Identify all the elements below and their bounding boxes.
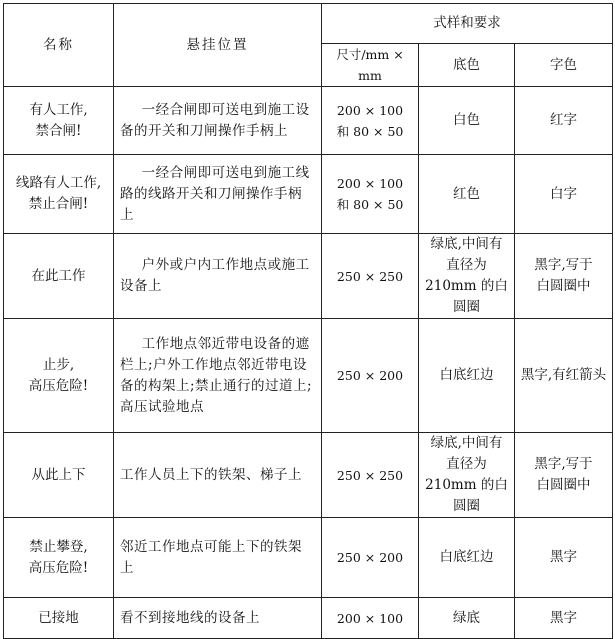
sign-size-line1: 250 × 200 (336, 550, 404, 565)
header-background: 底色 (419, 44, 515, 87)
sign-text-color-cell (515, 87, 613, 155)
safety-signs-table (3, 3, 613, 639)
sign-size-cell (322, 433, 419, 518)
sign-text-color-cell (515, 433, 613, 518)
sign-text-color-cell (515, 319, 613, 433)
hanging-position: 看不到接地线的设备上 (114, 598, 322, 639)
sign-name-cell (4, 234, 114, 319)
sign-name-line1: 从此上下 (31, 466, 86, 483)
table-row (4, 319, 613, 433)
sign-background: 白色 (419, 87, 515, 155)
sign-text-color-line1: 白字 (550, 185, 577, 202)
sign-size-line2: 和 80 × 50 (336, 123, 404, 139)
table-row (4, 518, 613, 598)
sign-size-line1: 200 × 100 (336, 176, 404, 191)
sign-name-cell (4, 598, 114, 639)
header-style-group: 式样和要求 (322, 4, 613, 44)
hanging-position: 户外或户内工作地点或施工设备上 (114, 234, 322, 319)
sign-text-color-line1: 黑字,写于 (534, 257, 593, 273)
header-position: 悬挂位置 (114, 4, 322, 87)
table-row (4, 155, 613, 234)
sign-background: 绿底,中间有直径为 210mm 的白圆圈 (419, 433, 515, 518)
sign-name-line1: 在此工作 (31, 267, 86, 284)
hanging-position: 一经合闸即可送电到施工设备的开关和刀闸操作手柄上 (114, 87, 322, 155)
hanging-position: 邻近工作地点可能上下的铁架上 (114, 518, 322, 598)
sign-text-color-cell (515, 518, 613, 598)
hanging-position: 工作地点邻近带电设备的遮栏上;户外工作地点邻近带电设备的构架上;禁止通行的过道上;高压试验地点 (114, 319, 322, 433)
sign-size-line1: 200 × 100 (336, 102, 404, 118)
header-name: 名称 (4, 4, 114, 87)
sign-name-line2: 禁止合闸! (28, 196, 89, 212)
sign-text-color-line2: 白圆圈中 (536, 477, 591, 493)
sign-text-color-line1: 黑字,写于 (534, 456, 593, 472)
sign-size-cell (322, 155, 419, 234)
sign-name-line1: 止步, (42, 356, 75, 373)
sign-background: 红色 (419, 155, 515, 234)
header-size: 尺寸/mm × mm (322, 44, 419, 87)
sign-text-color-cell (515, 155, 613, 234)
hanging-position: 工作人员上下的铁架、梯子上 (114, 433, 322, 518)
sign-name-cell (4, 433, 114, 518)
sign-name-cell (4, 87, 114, 155)
sign-background: 绿底,中间有直径为 210mm 的白圆圈 (419, 234, 515, 319)
sign-name-line1: 已接地 (38, 609, 79, 626)
sign-size-cell (322, 598, 419, 639)
sign-text-color-line2: 白圆圈中 (536, 278, 591, 294)
table-row (4, 234, 613, 319)
table-row (4, 598, 613, 639)
sign-text-color-line1: 红字 (550, 112, 577, 128)
sign-text-color-cell (515, 234, 613, 319)
sign-text-color-line1: 黑字,有红箭头 (520, 367, 607, 383)
sign-size-line1: 250 × 250 (336, 467, 404, 483)
header-text-color: 字色 (515, 44, 613, 87)
sign-size-line1: 250 × 200 (336, 368, 404, 383)
sign-name-line1: 有人工作, (29, 101, 88, 118)
sign-size-line2: 和 80 × 50 (336, 197, 404, 212)
sign-name-cell (4, 155, 114, 234)
table-row (4, 87, 613, 155)
sign-name-line2: 禁合闸! (35, 122, 82, 139)
sign-text-color-cell (515, 598, 613, 639)
sign-name-line2: 高压危险! (28, 559, 89, 576)
sign-name-cell (4, 319, 114, 433)
sign-name-line1: 禁止攀登, (29, 538, 88, 555)
sign-size-cell (322, 319, 419, 433)
sign-name-line2: 高压危险! (28, 377, 89, 394)
hanging-position: 一经合闸即可送电到施工线路的线路开关和刀闸操作手柄上 (114, 155, 322, 234)
sign-name-line1: 线路有人工作, (15, 175, 102, 191)
sign-size-line1: 200 × 100 (336, 610, 404, 626)
sign-background: 白底红边 (419, 518, 515, 598)
table-row (4, 433, 613, 518)
sign-size-cell (322, 518, 419, 598)
sign-size-line1: 250 × 250 (336, 268, 404, 284)
sign-background: 绿底 (419, 598, 515, 639)
sign-size-cell (322, 87, 419, 155)
sign-text-color-line1: 黑字 (550, 609, 577, 626)
sign-size-cell (322, 234, 419, 319)
sign-name-cell (4, 518, 114, 598)
sign-text-color-line1: 黑字 (550, 549, 577, 565)
sign-background: 白底红边 (419, 319, 515, 433)
